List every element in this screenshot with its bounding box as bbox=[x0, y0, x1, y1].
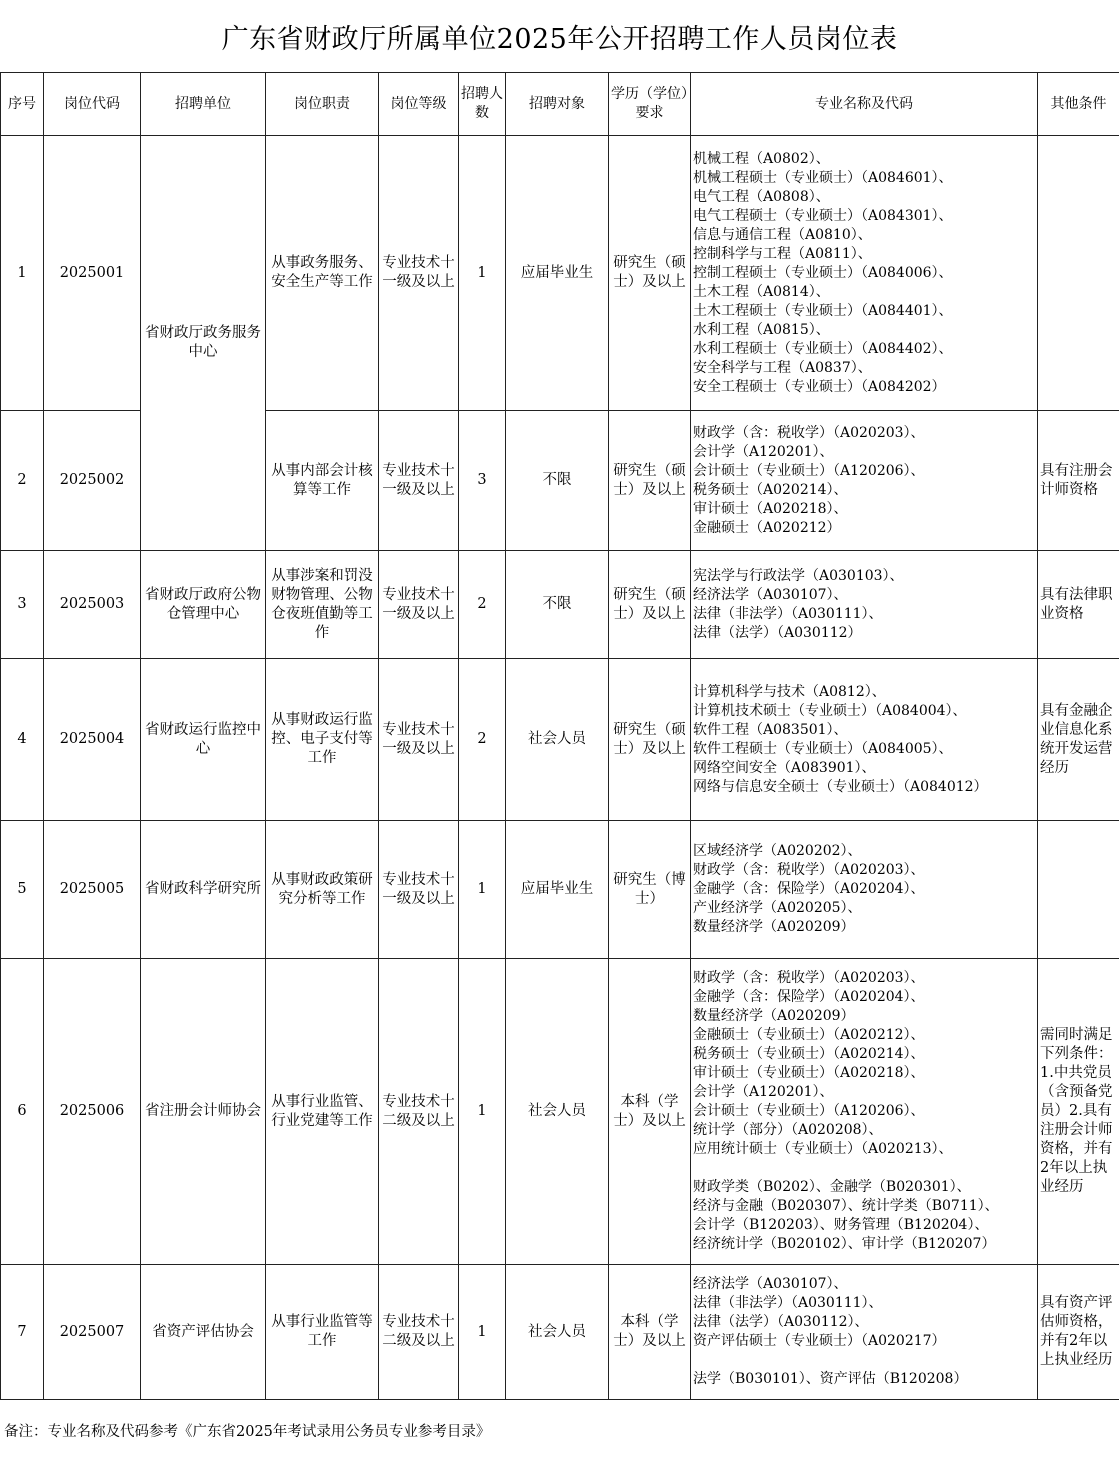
cell-edu: 研究生（硕士）及以上 bbox=[609, 551, 691, 659]
cell-unit: 省财政运行监控中心 bbox=[141, 659, 266, 821]
header-count: 招聘人数 bbox=[459, 73, 506, 136]
cell-target: 社会人员 bbox=[506, 1265, 609, 1400]
cell-seq: 5 bbox=[1, 821, 44, 959]
cell-majors bbox=[691, 136, 1038, 411]
major-line: 金融硕士（专业硕士）（A020212）、 bbox=[693, 1027, 925, 1043]
cell-majors bbox=[691, 1265, 1038, 1400]
major-line: 软件工程硕士（专业硕士）（A084005）、 bbox=[693, 740, 953, 757]
cell-seq: 4 bbox=[1, 659, 44, 821]
cell-edu: 研究生（博士） bbox=[609, 821, 691, 959]
cell-edu: 研究生（硕士）及以上 bbox=[609, 136, 691, 411]
cell-grade: 专业技术十一级及以上 bbox=[379, 659, 459, 821]
header-unit: 招聘单位 bbox=[141, 73, 266, 136]
cell-grade: 专业技术十一级及以上 bbox=[379, 821, 459, 959]
major-line: 应用统计硕士（专业硕士）（A020213）、 bbox=[693, 1141, 953, 1157]
cell-unit: 省资产评估协会 bbox=[141, 1265, 266, 1400]
cell-other: 具有资产评估师资格，并有2年以上执业经历 bbox=[1038, 1265, 1119, 1400]
cell-count: 3 bbox=[459, 411, 506, 551]
cell-edu: 研究生（硕士）及以上 bbox=[609, 659, 691, 821]
header-majors: 专业名称及代码 bbox=[691, 73, 1038, 136]
major-line: 会计学（A120201）、 bbox=[693, 443, 834, 460]
cell-unit: 省财政科学研究所 bbox=[141, 821, 266, 959]
header-code: 岗位代码 bbox=[44, 73, 141, 136]
page-title: 广东省财政厅所属单位2025年公开招聘工作人员岗位表 bbox=[221, 23, 898, 55]
cell-majors bbox=[691, 551, 1038, 659]
cell-code: 2025005 bbox=[44, 821, 141, 959]
cell-duty: 从事内部会计核算等工作 bbox=[266, 411, 379, 551]
major-line: 审计硕士（专业硕士）（A020218）、 bbox=[693, 1065, 925, 1081]
major-line: 计算机科学与技术（A0812）、 bbox=[693, 683, 886, 700]
major-line: 产业经济学（A020205）、 bbox=[693, 900, 862, 916]
cell-count: 1 bbox=[459, 136, 506, 411]
major-line: 计算机技术硕士（专业硕士）（A084004）、 bbox=[693, 702, 967, 719]
cell-grade: 专业技术十二级及以上 bbox=[379, 959, 459, 1265]
major-line: 经济统计学（B020102）、审计学（B120207） bbox=[693, 1236, 996, 1252]
cell-duty: 从事涉案和罚没财物管理、公物仓夜班值勤等工作 bbox=[266, 551, 379, 659]
header-target: 招聘对象 bbox=[506, 73, 609, 136]
major-line: 经济法学（A030107）、 bbox=[693, 586, 848, 603]
major-line: 电气工程（A0808）、 bbox=[693, 188, 830, 205]
table-header-row bbox=[1, 73, 1119, 136]
major-line: 法律（法学）（A030112）、 bbox=[693, 1314, 869, 1330]
table-row bbox=[1, 551, 1119, 659]
major-line: 土木工程（A0814）、 bbox=[693, 283, 830, 300]
cell-edu: 研究生（硕士）及以上 bbox=[609, 411, 691, 551]
cell-target: 社会人员 bbox=[506, 959, 609, 1265]
major-line: 会计硕士（专业硕士）（A120206）、 bbox=[693, 1103, 925, 1119]
table-row bbox=[1, 136, 1119, 411]
cell-duty: 从事财政运行监控、电子支付等工作 bbox=[266, 659, 379, 821]
cell-duty: 从事财政政策研究分析等工作 bbox=[266, 821, 379, 959]
header-other: 其他条件 bbox=[1038, 73, 1119, 136]
cell-unit: 省注册会计师协会 bbox=[141, 959, 266, 1265]
cell-grade: 专业技术十一级及以上 bbox=[379, 411, 459, 551]
major-line: 控制科学与工程（A0811）、 bbox=[693, 245, 872, 262]
major-line: 法律（法学）（A030112） bbox=[693, 624, 862, 641]
cell-target: 不限 bbox=[506, 411, 609, 551]
major-line: 电气工程硕士（专业硕士）（A084301）、 bbox=[693, 207, 953, 224]
major-line: 会计学（A120201）、 bbox=[693, 1084, 834, 1100]
cell-seq: 2 bbox=[1, 411, 44, 551]
table-row bbox=[1, 821, 1119, 959]
cell-other bbox=[1038, 821, 1119, 959]
major-line-spacer bbox=[693, 1159, 1035, 1178]
major-line: 水利工程（A0815）、 bbox=[693, 321, 830, 338]
major-line: 金融学（含：保险学）（A020204）、 bbox=[693, 881, 925, 897]
cell-code: 2025001 bbox=[44, 136, 141, 411]
cell-code: 2025007 bbox=[44, 1265, 141, 1400]
cell-duty: 从事行业监管、行业党建等工作 bbox=[266, 959, 379, 1265]
cell-code: 2025004 bbox=[44, 659, 141, 821]
cell-seq: 6 bbox=[1, 959, 44, 1265]
cell-target: 不限 bbox=[506, 551, 609, 659]
cell-code: 2025003 bbox=[44, 551, 141, 659]
major-line-spacer bbox=[693, 1351, 1035, 1370]
cell-grade: 专业技术十二级及以上 bbox=[379, 1265, 459, 1400]
header-seq: 序号 bbox=[1, 73, 44, 136]
major-line: 机械工程硕士（专业硕士）（A084601）、 bbox=[693, 169, 953, 186]
major-line: 安全工程硕士（专业硕士）（A084202） bbox=[693, 378, 946, 395]
major-line: 水利工程硕士（专业硕士）（A084402）、 bbox=[693, 340, 953, 357]
table-row bbox=[1, 959, 1119, 1265]
cell-target: 社会人员 bbox=[506, 659, 609, 821]
major-line: 资产评估硕士（专业硕士）（A020217） bbox=[693, 1333, 946, 1349]
cell-grade: 专业技术十一级及以上 bbox=[379, 136, 459, 411]
major-line: 安全科学与工程（A0837）、 bbox=[693, 359, 872, 376]
major-line: 区域经济学（A020202）、 bbox=[693, 843, 862, 859]
header-edu: 学历（学位）要求 bbox=[609, 73, 691, 136]
cell-code: 2025002 bbox=[44, 411, 141, 551]
cell-majors bbox=[691, 821, 1038, 959]
cell-edu: 本科（学士）及以上 bbox=[609, 959, 691, 1265]
major-line: 法律（非法学）（A030111）、 bbox=[693, 605, 883, 622]
major-line: 宪法学与行政法学（A030103）、 bbox=[693, 567, 904, 584]
major-line: 网络空间安全（A083901）、 bbox=[693, 759, 876, 776]
major-line: 经济法学（A030107）、 bbox=[693, 1276, 848, 1292]
major-line: 机械工程（A0802）、 bbox=[693, 150, 830, 167]
header-grade: 岗位等级 bbox=[379, 73, 459, 136]
cell-target: 应届毕业生 bbox=[506, 136, 609, 411]
table-row bbox=[1, 659, 1119, 821]
major-line: 会计学（B120203）、财务管理（B120204）、 bbox=[693, 1217, 989, 1233]
cell-seq: 1 bbox=[1, 136, 44, 411]
cell-other: 具有法律职业资格 bbox=[1038, 551, 1119, 659]
major-line: 土木工程硕士（专业硕士）（A084401）、 bbox=[693, 302, 953, 319]
cell-edu: 本科（学士）及以上 bbox=[609, 1265, 691, 1400]
major-line: 经济与金融（B020307）、统计学类（B0711）、 bbox=[693, 1198, 999, 1214]
table-row bbox=[1, 1265, 1119, 1400]
major-line: 税务硕士（A020214）、 bbox=[693, 481, 848, 498]
major-line: 法学（B030101）、资产评估（B120208） bbox=[693, 1371, 968, 1387]
cell-seq: 3 bbox=[1, 551, 44, 659]
cell-count: 2 bbox=[459, 551, 506, 659]
cell-majors bbox=[691, 411, 1038, 551]
major-line: 控制工程硕士（专业硕士）（A084006）、 bbox=[693, 264, 953, 281]
major-line: 财政学（含：税收学）（A020203）、 bbox=[693, 424, 925, 441]
major-line: 审计硕士（A020218）、 bbox=[693, 500, 848, 517]
cell-count: 2 bbox=[459, 659, 506, 821]
cell-other: 具有金融企业信息化系统开发运营经历 bbox=[1038, 659, 1119, 821]
major-line: 统计学（部分）（A020208）、 bbox=[693, 1122, 883, 1138]
cell-count: 1 bbox=[459, 821, 506, 959]
major-line: 网络与信息安全硕士（专业硕士）（A084012） bbox=[693, 778, 988, 795]
cell-majors bbox=[691, 659, 1038, 821]
major-line: 法律（非法学）（A030111）、 bbox=[693, 1295, 883, 1311]
major-line: 金融学（含：保险学）（A020204）、 bbox=[693, 989, 925, 1005]
cell-seq: 7 bbox=[1, 1265, 44, 1400]
footnote: 备注：专业名称及代码参考《广东省2025年考试录用公务员专业参考目录》 bbox=[4, 1424, 491, 1440]
major-line: 信息与通信工程（A0810）、 bbox=[693, 226, 872, 243]
cell-code: 2025006 bbox=[44, 959, 141, 1265]
major-line: 软件工程（A083501）、 bbox=[693, 721, 848, 738]
cell-duty: 从事政务服务、安全生产等工作 bbox=[266, 136, 379, 411]
major-line: 财政学类（B0202）、金融学（B020301）、 bbox=[693, 1179, 971, 1195]
header-duty: 岗位职责 bbox=[266, 73, 379, 136]
cell-count: 1 bbox=[459, 1265, 506, 1400]
position-table bbox=[0, 72, 1119, 1400]
cell-count: 1 bbox=[459, 959, 506, 1265]
major-line: 会计硕士（专业硕士）（A120206）、 bbox=[693, 462, 925, 479]
cell-grade: 专业技术十一级及以上 bbox=[379, 551, 459, 659]
major-line: 财政学（含：税收学）（A020203）、 bbox=[693, 862, 925, 878]
major-line: 数量经济学（A020209） bbox=[693, 1008, 855, 1024]
cell-unit: 省财政厅政务服务中心 bbox=[141, 136, 266, 551]
cell-target: 应届毕业生 bbox=[506, 821, 609, 959]
major-line: 金融硕士（A020212） bbox=[693, 519, 841, 536]
cell-duty: 从事行业监管等工作 bbox=[266, 1265, 379, 1400]
cell-other bbox=[1038, 136, 1119, 411]
cell-unit: 省财政厅政府公物仓管理中心 bbox=[141, 551, 266, 659]
major-line: 数量经济学（A020209） bbox=[693, 919, 855, 935]
major-line: 税务硕士（专业硕士）（A020214）、 bbox=[693, 1046, 925, 1062]
cell-other: 需同时满足下列条件：1.中共党员（含预备党员）2.具有注册会计师资格，并有2年以上执业经历 bbox=[1038, 959, 1119, 1265]
cell-other: 具有注册会计师资格 bbox=[1038, 411, 1119, 551]
major-line: 财政学（含：税收学）（A020203）、 bbox=[693, 970, 925, 986]
cell-majors bbox=[691, 959, 1038, 1265]
